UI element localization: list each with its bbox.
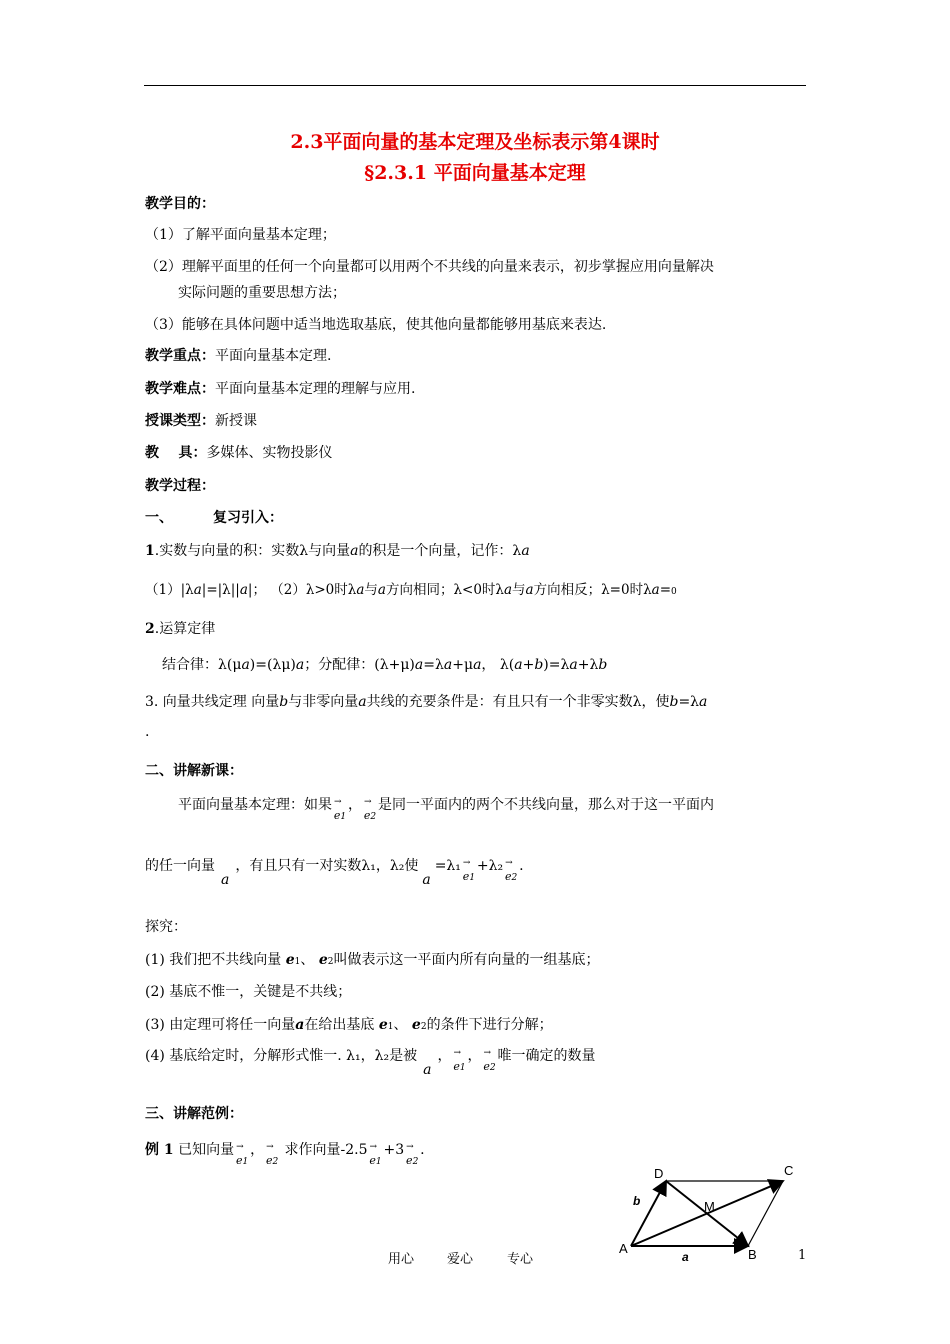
review-item-1: 1.实数与向量的积：实数λ与向量a的积是一个向量，记作：λa (145, 543, 530, 559)
label-C: C (784, 1163, 794, 1178)
label-M: M (704, 1199, 715, 1214)
section2-heading: 二、讲解新课： (145, 763, 243, 779)
objective-2-cont: 实际问题的重要思想方法； (178, 285, 346, 301)
footer-word-2: 爱心 (447, 1252, 474, 1267)
edge-bc (748, 1181, 783, 1246)
review-laws: 结合律：λ(μa)=(λμ)a；分配律：(λ+μ)a=λa+μa， λ(a+b)=λa+λb (162, 657, 608, 673)
label-A: A (619, 1241, 628, 1256)
review-item-3: 3. 向量共线定理 向量b与非零向量a共线的充要条件是：有且只有一个非零实数λ，使b=λa (145, 694, 708, 710)
explore-1: (1) 我们把不共线向量 e1、 e2叫做表示这一平面内所有向量的一组基底； (145, 952, 600, 968)
review-item-3-period: . (145, 724, 150, 740)
section1-heading: 一、 复习引入： (145, 510, 283, 526)
review-item-2: 2.运算定律 (145, 621, 216, 637)
objective-1: （1）了解平面向量基本定理； (145, 227, 336, 243)
process-heading: 教学过程： (145, 478, 215, 494)
explore-2: (2) 基底不惟一，关键是不共线； (145, 984, 352, 1000)
theorem-line-1: 平面向量基本定理：如果→ e1，→ e2是同一平面内的两个不共线向量，那么对于这一平面内 (178, 795, 714, 817)
example-1: 例 1 已知向量→ e1，→ e2 求作向量-2.5→ e1+3→ e2. (145, 1140, 425, 1162)
key-point: 教学重点：平面向量基本定理. (145, 348, 332, 364)
title-main: 2.3平面向量的基本定理及坐标表示第4课时 (290, 131, 660, 153)
parallelogram-diagram (615, 1158, 815, 1268)
footer-word-1: 用心 (388, 1252, 415, 1267)
objective-3: （3）能够在具体问题中适当地选取基底，使其他向量都能够用基底来表达. (145, 317, 607, 333)
explore-3: (3) 由定理可将任一向量a在给出基底 e1、 e2的条件下进行分解； (145, 1017, 553, 1033)
header-rule (144, 85, 806, 86)
explore-4: (4) 基底给定时，分解形式惟一. λ₁，λ₂是被a，→ e1，→ e2唯一确定的数量 (145, 1046, 596, 1068)
vector-b-arrow (631, 1181, 666, 1246)
title-sub: §2.3.1 平面向量基本定理 (364, 162, 586, 184)
label-a: a (682, 1250, 689, 1264)
label-D: D (654, 1166, 664, 1181)
section3-heading: 三、讲解范例： (145, 1106, 243, 1122)
tools: 教 具：多媒体、实物投影仪 (145, 445, 333, 461)
theorem-line-2: 的任一向量a，有且只有一对实数λ₁，λ₂使a=λ₁→ e1+λ₂→ e2. (145, 856, 524, 878)
footer-word-3: 专心 (507, 1252, 534, 1267)
explore-heading: 探究： (145, 919, 187, 935)
page-number: 1 (798, 1248, 807, 1263)
lesson-type: 授课类型：新授课 (145, 413, 257, 429)
difficulty: 教学难点：平面向量基本定理的理解与应用. (145, 381, 416, 397)
objectives-heading: 教学目的： (145, 196, 215, 212)
label-b: b (633, 1194, 641, 1208)
review-rules: （1）|λa|=|λ||a|； （2）λ>0时λa与a方向相同；λ<0时λa与a方向相反；λ=0时λa=0 (145, 582, 677, 598)
label-B: B (748, 1247, 757, 1262)
objective-2: （2）理解平面里的任何一个向量都可以用两个不共线的向量来表示，初步掌握应用向量解决 (145, 259, 714, 275)
